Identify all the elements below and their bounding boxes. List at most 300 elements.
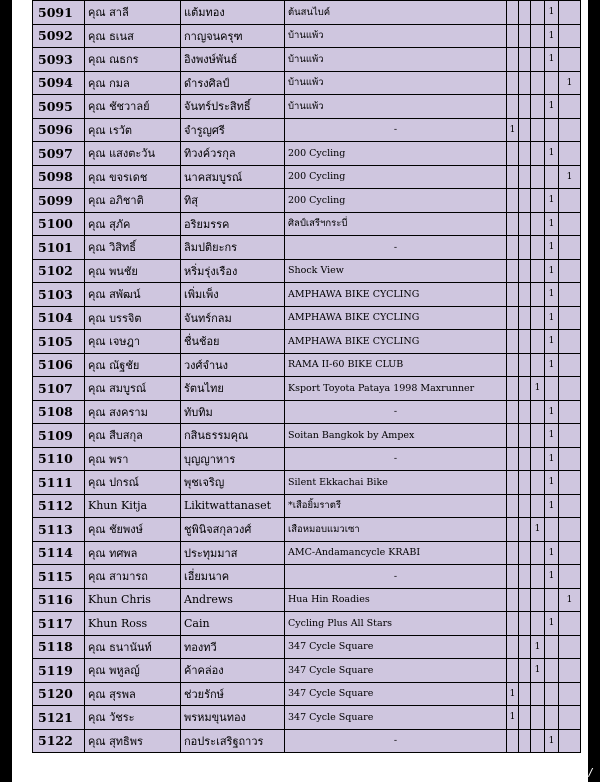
category-mark: 1 <box>545 612 559 636</box>
first-name: ขจรเดช <box>109 170 148 184</box>
bib-number: 5109 <box>33 424 85 448</box>
last-name: เพิ่มเพ็ง <box>181 283 285 307</box>
category-mark <box>507 353 519 377</box>
name-title: คุณ <box>88 311 106 325</box>
team-name: Silent Ekkachai Bike <box>285 471 507 495</box>
category-mark: 1 <box>507 682 519 706</box>
last-name: กาญจนครุฑ <box>181 24 285 48</box>
category-mark <box>531 165 545 189</box>
first-name: วัชระ <box>109 711 135 725</box>
last-name: ค้าคล่อง <box>181 659 285 683</box>
category-mark: 1 <box>559 165 581 189</box>
last-name: เอี่ยมนาค <box>181 565 285 589</box>
category-mark: 1 <box>545 283 559 307</box>
last-name: Likitwattanaset <box>181 494 285 518</box>
category-mark <box>507 189 519 213</box>
category-mark <box>507 588 519 612</box>
first-name: กมล <box>109 76 130 90</box>
category-mark <box>559 471 581 495</box>
team-name: 347 Cycle Square <box>285 682 507 706</box>
category-mark <box>531 283 545 307</box>
category-mark <box>519 24 531 48</box>
team-name: - <box>285 118 507 142</box>
last-name: แต้มทอง <box>181 1 285 25</box>
category-mark <box>507 1 519 25</box>
category-mark: 1 <box>545 1 559 25</box>
table-row <box>33 541 581 565</box>
team-name: - <box>285 565 507 589</box>
bib-number: 5100 <box>33 212 85 236</box>
category-mark <box>519 1 531 25</box>
category-mark <box>519 400 531 424</box>
table-row <box>33 424 581 448</box>
category-mark <box>531 541 545 565</box>
category-mark <box>545 518 559 542</box>
last-name: พรหมขุนทอง <box>181 706 285 730</box>
table-row <box>33 706 581 730</box>
last-name: ดำรงศิลป์ <box>181 71 285 95</box>
table-row <box>33 95 581 119</box>
category-mark <box>519 612 531 636</box>
category-mark <box>519 95 531 119</box>
category-mark <box>531 353 545 377</box>
team-name: - <box>285 400 507 424</box>
team-name: เสือหมอบแมวเซา <box>285 518 507 542</box>
first-name-cell <box>85 635 181 659</box>
last-name: รัตนไทย <box>181 377 285 401</box>
first-name: ชัชวาลย์ <box>109 100 150 114</box>
rider-table <box>32 0 581 753</box>
category-mark <box>519 71 531 95</box>
first-name: สมบูรณ์ <box>109 382 147 396</box>
last-name: Cain <box>181 612 285 636</box>
category-mark <box>519 729 531 753</box>
category-mark: 1 <box>531 659 545 683</box>
table-row <box>33 165 581 189</box>
name-title: คุณ <box>88 194 106 208</box>
last-name: จันทร์ประสิทธิ์ <box>181 95 285 119</box>
first-name: ธนานันท์ <box>109 640 152 654</box>
category-mark <box>531 259 545 283</box>
last-name: ทิวงค์วรกุล <box>181 142 285 166</box>
bib-number: 5115 <box>33 565 85 589</box>
table-row <box>33 306 581 330</box>
category-mark: 1 <box>545 236 559 260</box>
table-row <box>33 471 581 495</box>
first-name-cell <box>85 283 181 307</box>
first-name-cell <box>85 447 181 471</box>
category-mark <box>545 377 559 401</box>
team-name: RAMA II-60 BIKE CLUB <box>285 353 507 377</box>
last-name: ทิสุ <box>181 189 285 213</box>
bib-number: 5093 <box>33 48 85 72</box>
name-title: คุณ <box>88 100 106 114</box>
table-row <box>33 118 581 142</box>
category-mark <box>559 729 581 753</box>
first-name: ณธกร <box>109 53 139 67</box>
first-name-cell <box>85 306 181 330</box>
table-row <box>33 588 581 612</box>
category-mark <box>559 24 581 48</box>
first-name: สืบสกุล <box>109 429 143 443</box>
first-name-cell <box>85 212 181 236</box>
first-name: Chris <box>120 593 151 607</box>
last-name: Andrews <box>181 588 285 612</box>
category-mark <box>531 729 545 753</box>
table-row <box>33 1 581 25</box>
bib-number: 5096 <box>33 118 85 142</box>
first-name: สาลี <box>109 6 129 20</box>
team-name: Hua Hin Roadies <box>285 588 507 612</box>
category-mark <box>519 424 531 448</box>
first-name-cell <box>85 612 181 636</box>
table-row <box>33 353 581 377</box>
first-name: อภิชาติ <box>109 194 144 208</box>
category-mark <box>559 95 581 119</box>
category-mark <box>531 48 545 72</box>
category-mark <box>531 424 545 448</box>
name-title: Khun <box>88 593 118 607</box>
table-row <box>33 71 581 95</box>
bib-number: 5112 <box>33 494 85 518</box>
category-mark <box>545 635 559 659</box>
first-name-cell <box>85 142 181 166</box>
team-name: AMC-Andamancycle KRABI <box>285 541 507 565</box>
bib-number: 5094 <box>33 71 85 95</box>
category-mark: 1 <box>545 424 559 448</box>
name-title: คุณ <box>88 29 106 43</box>
category-mark <box>519 682 531 706</box>
category-mark <box>559 494 581 518</box>
category-mark <box>519 330 531 354</box>
first-name: สพัฒน์ <box>109 288 141 302</box>
category-mark <box>519 283 531 307</box>
name-title: คุณ <box>88 147 106 161</box>
team-name: บ้านแพ้ว <box>285 24 507 48</box>
category-mark <box>559 424 581 448</box>
first-name-cell <box>85 95 181 119</box>
category-mark <box>519 142 531 166</box>
name-title: Khun <box>88 499 118 513</box>
first-name-cell <box>85 165 181 189</box>
bib-number: 5092 <box>33 24 85 48</box>
last-name: ทับทิม <box>181 400 285 424</box>
name-title: คุณ <box>88 358 106 372</box>
category-mark <box>519 659 531 683</box>
team-name: บ้านแพ้ว <box>285 71 507 95</box>
bib-number: 5108 <box>33 400 85 424</box>
category-mark <box>519 306 531 330</box>
category-mark: 1 <box>545 95 559 119</box>
last-name: จำรูญศรี <box>181 118 285 142</box>
category-mark <box>519 471 531 495</box>
last-name: ลิมปติยะกร <box>181 236 285 260</box>
last-name: อริยมรรค <box>181 212 285 236</box>
category-mark <box>519 447 531 471</box>
first-name: เจษฎา <box>109 335 141 349</box>
first-name: บรรจิต <box>109 311 142 325</box>
first-name-cell <box>85 48 181 72</box>
team-name: 200 Cycling <box>285 142 507 166</box>
category-mark <box>559 330 581 354</box>
category-mark <box>531 1 545 25</box>
name-title: คุณ <box>88 53 106 67</box>
bib-number: 5106 <box>33 353 85 377</box>
team-name: Shock View <box>285 259 507 283</box>
name-title: คุณ <box>88 170 106 184</box>
category-mark <box>531 682 545 706</box>
first-name: พนชัย <box>109 264 138 278</box>
category-mark: 1 <box>545 24 559 48</box>
last-name: ประทุมมาส <box>181 541 285 565</box>
name-title: คุณ <box>88 241 106 255</box>
bib-number: 5116 <box>33 588 85 612</box>
category-mark <box>519 494 531 518</box>
category-mark <box>559 659 581 683</box>
category-mark <box>531 330 545 354</box>
bib-number: 5119 <box>33 659 85 683</box>
last-name: นาคสมบูรณ์ <box>181 165 285 189</box>
category-mark <box>519 259 531 283</box>
name-title: คุณ <box>88 6 106 20</box>
bib-number: 5095 <box>33 95 85 119</box>
category-mark <box>531 24 545 48</box>
bib-number: 5114 <box>33 541 85 565</box>
last-name: อิงพงษ์พันธ์ <box>181 48 285 72</box>
name-title: คุณ <box>88 288 106 302</box>
category-mark <box>559 142 581 166</box>
first-name: Ross <box>120 616 148 630</box>
team-name: 347 Cycle Square <box>285 706 507 730</box>
table-row <box>33 565 581 589</box>
category-mark <box>531 706 545 730</box>
category-mark <box>531 447 545 471</box>
category-mark: 1 <box>531 518 545 542</box>
bib-number: 5103 <box>33 283 85 307</box>
name-title: คุณ <box>88 264 106 278</box>
table-row <box>33 283 581 307</box>
category-mark <box>559 377 581 401</box>
category-mark: 1 <box>545 400 559 424</box>
name-title: คุณ <box>88 711 106 725</box>
team-name: 200 Cycling <box>285 165 507 189</box>
first-name-cell <box>85 659 181 683</box>
first-name-cell <box>85 24 181 48</box>
bib-number: 5121 <box>33 706 85 730</box>
category-mark <box>507 400 519 424</box>
table-row <box>33 447 581 471</box>
category-mark <box>559 400 581 424</box>
bib-number: 5102 <box>33 259 85 283</box>
category-mark <box>507 283 519 307</box>
team-name: Cycling Plus All Stars <box>285 612 507 636</box>
category-mark: 1 <box>545 494 559 518</box>
category-mark <box>507 377 519 401</box>
bib-number: 5111 <box>33 471 85 495</box>
category-mark: 1 <box>545 729 559 753</box>
last-name: พุชเจริญ <box>181 471 285 495</box>
last-name: หริ่มรุ่งเรือง <box>181 259 285 283</box>
category-mark: 1 <box>545 471 559 495</box>
category-mark <box>507 518 519 542</box>
team-name: 347 Cycle Square <box>285 635 507 659</box>
category-mark <box>507 212 519 236</box>
first-name: สุรพล <box>109 687 136 701</box>
first-name-cell <box>85 353 181 377</box>
team-name: *เสือยิ้มราตรี <box>285 494 507 518</box>
category-mark <box>545 659 559 683</box>
category-mark <box>559 541 581 565</box>
first-name: แสงตะวัน <box>109 147 156 161</box>
first-name-cell <box>85 377 181 401</box>
name-title: คุณ <box>88 523 106 537</box>
bib-number: 5110 <box>33 447 85 471</box>
first-name: วิสิทธิ์ <box>109 241 136 255</box>
category-mark <box>507 635 519 659</box>
registration-sheet <box>32 0 580 760</box>
category-mark <box>531 494 545 518</box>
category-mark <box>507 541 519 565</box>
table-row <box>33 729 581 753</box>
category-mark: 1 <box>545 259 559 283</box>
category-mark: 1 <box>545 565 559 589</box>
name-title: คุณ <box>88 570 106 584</box>
first-name-cell <box>85 236 181 260</box>
bib-number: 5117 <box>33 612 85 636</box>
category-mark <box>531 236 545 260</box>
first-name-cell <box>85 189 181 213</box>
first-name: สุภัค <box>109 217 131 231</box>
name-title: คุณ <box>88 405 106 419</box>
category-mark <box>545 165 559 189</box>
first-name-cell <box>85 682 181 706</box>
first-name-cell <box>85 494 181 518</box>
category-mark <box>507 565 519 589</box>
category-mark <box>559 259 581 283</box>
name-title: คุณ <box>88 687 106 701</box>
category-mark: 1 <box>559 588 581 612</box>
last-name: ชูพินิจสกุลวงศ์ <box>181 518 285 542</box>
table-row <box>33 259 581 283</box>
name-title: คุณ <box>88 429 106 443</box>
last-name: ชื่นช้อย <box>181 330 285 354</box>
table-row <box>33 612 581 636</box>
table-row <box>33 24 581 48</box>
team-name: AMPHAWA BIKE CYCLING <box>285 283 507 307</box>
team-name: ต้นสนไบค์ <box>285 1 507 25</box>
last-name: ทองทวี <box>181 635 285 659</box>
name-title: คุณ <box>88 476 106 490</box>
first-name: ปกรณ์ <box>109 476 139 490</box>
category-mark <box>507 236 519 260</box>
name-title: คุณ <box>88 640 106 654</box>
team-name: - <box>285 236 507 260</box>
name-title: คุณ <box>88 123 106 137</box>
document-page <box>12 0 588 782</box>
category-mark <box>519 377 531 401</box>
table-row <box>33 330 581 354</box>
category-mark <box>559 565 581 589</box>
category-mark <box>559 706 581 730</box>
first-name: สุทธิพร <box>109 734 143 748</box>
category-mark <box>519 588 531 612</box>
category-mark <box>559 447 581 471</box>
category-mark: 1 <box>559 71 581 95</box>
category-mark: 1 <box>507 706 519 730</box>
first-name-cell <box>85 118 181 142</box>
category-mark <box>545 682 559 706</box>
category-mark <box>519 706 531 730</box>
name-title: คุณ <box>88 335 106 349</box>
category-mark <box>545 71 559 95</box>
category-mark <box>507 165 519 189</box>
category-mark <box>507 471 519 495</box>
category-mark <box>559 283 581 307</box>
bib-number: 5101 <box>33 236 85 260</box>
image-watermark: [1080x1378] https://upic.me/ <box>408 766 594 779</box>
category-mark: 1 <box>545 541 559 565</box>
category-mark <box>531 118 545 142</box>
category-mark <box>507 142 519 166</box>
category-mark: 1 <box>545 330 559 354</box>
table-row <box>33 400 581 424</box>
category-mark <box>531 189 545 213</box>
category-mark <box>507 424 519 448</box>
first-name-cell <box>85 729 181 753</box>
table-row <box>33 48 581 72</box>
category-mark <box>559 635 581 659</box>
category-mark: 1 <box>545 306 559 330</box>
category-mark <box>507 71 519 95</box>
bib-number: 5104 <box>33 306 85 330</box>
category-mark <box>559 306 581 330</box>
first-name: ณัฐชัย <box>109 358 140 372</box>
first-name: พหูลญ์ <box>109 664 140 678</box>
category-mark <box>507 330 519 354</box>
bib-number: 5113 <box>33 518 85 542</box>
first-name-cell <box>85 541 181 565</box>
team-name: Soitan Bangkok by Ampex <box>285 424 507 448</box>
first-name-cell <box>85 588 181 612</box>
category-mark <box>519 165 531 189</box>
category-mark <box>531 588 545 612</box>
table-row <box>33 212 581 236</box>
table-row <box>33 377 581 401</box>
category-mark <box>531 612 545 636</box>
table-row <box>33 635 581 659</box>
category-mark: 1 <box>531 377 545 401</box>
first-name-cell <box>85 400 181 424</box>
category-mark <box>559 189 581 213</box>
category-mark: 1 <box>531 635 545 659</box>
category-mark <box>507 24 519 48</box>
team-name: - <box>285 447 507 471</box>
table-row <box>33 189 581 213</box>
bib-number: 5120 <box>33 682 85 706</box>
first-name-cell <box>85 259 181 283</box>
last-name: กอประเสริฐถาวร <box>181 729 285 753</box>
team-name: ศิลป์เสรีฯกระบี่ <box>285 212 507 236</box>
table-row <box>33 142 581 166</box>
bib-number: 5091 <box>33 1 85 25</box>
name-title: คุณ <box>88 546 106 560</box>
category-mark: 1 <box>545 353 559 377</box>
name-title: คุณ <box>88 217 106 231</box>
category-mark: 1 <box>545 142 559 166</box>
team-name: บ้านแพ้ว <box>285 48 507 72</box>
bib-number: 5098 <box>33 165 85 189</box>
first-name-cell <box>85 71 181 95</box>
